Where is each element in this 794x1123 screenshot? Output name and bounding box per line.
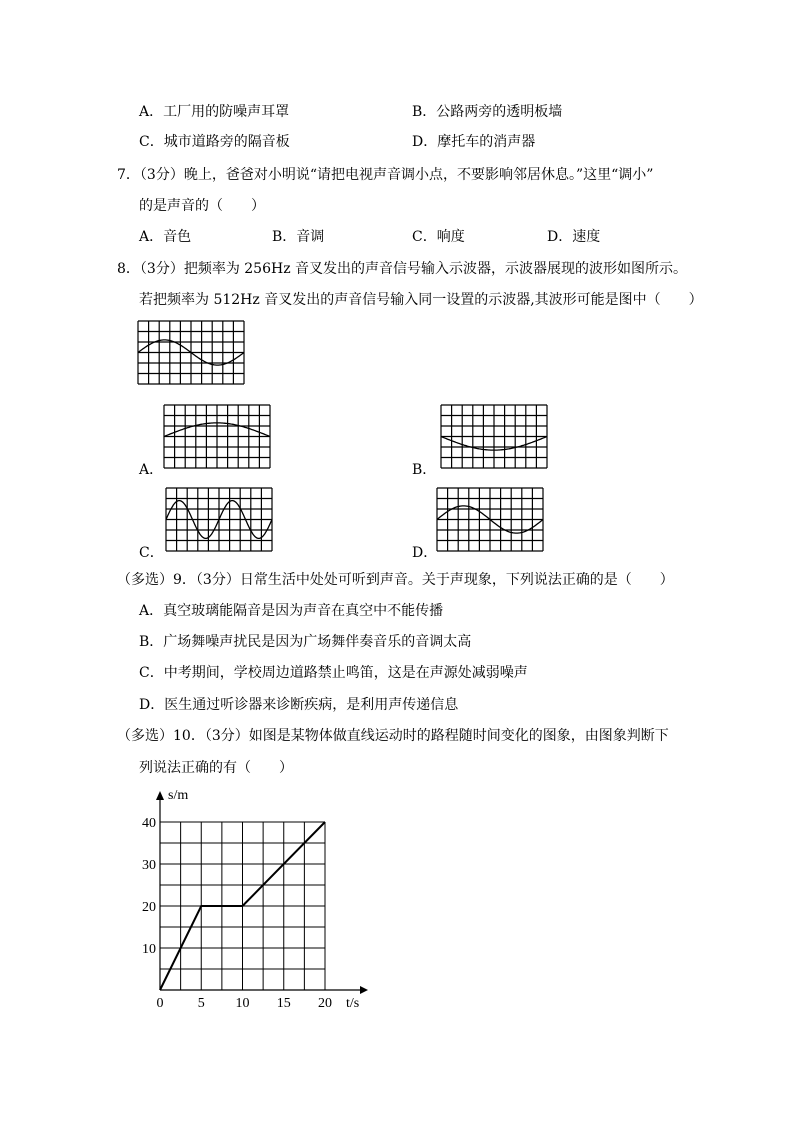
q7-option-c: C．响度 <box>412 229 465 245</box>
q10-stem: （多选）10．（3分）如图是某物体做直线运动时的路程随时间变化的图象，由图象判断下 <box>117 728 669 744</box>
x-axis-label: t/s <box>346 996 360 1011</box>
x-tick-label: 15 <box>276 996 291 1011</box>
q7-option-a: A．音色 <box>139 229 192 245</box>
q7-stem-cont: 的是声音的（ ） <box>139 198 265 214</box>
x-tick-label: 20 <box>318 996 332 1011</box>
x-tick-label: 10 <box>235 996 250 1011</box>
q6-option-d: D．摩托车的消声器 <box>412 134 536 150</box>
y-tick-label: 30 <box>142 858 156 873</box>
q8-stem: 8．（3分）把频率为 256Hz 音叉发出的声音信号输入示波器，示波器展现的波形如图所示。 <box>117 261 688 277</box>
q9-stem: （多选）9．（3分）日常生活中处处可听到声音。关于声现象，下列说法正确的是（ ） <box>117 572 674 588</box>
q7-option-d: D．速度 <box>547 229 601 245</box>
q9-option-d: D．医生通过听诊器来诊断疾病，是利用声传递信息 <box>139 697 459 713</box>
q8-option-b-label: B． <box>412 462 437 478</box>
q7-option-b: B．音调 <box>272 229 325 245</box>
q9-option-a: A．真空玻璃能隔音是因为声音在真空中不能传播 <box>139 603 444 619</box>
y-axis-label: s/m <box>168 788 189 803</box>
q9-option-b: B．广场舞噪声扰民是因为广场舞伴奏音乐的音调太高 <box>139 634 472 650</box>
q6-option-a: A．工厂用的防噪声耳罩 <box>139 104 290 120</box>
y-axis-arrow <box>156 791 164 800</box>
x-tick-label: 0 <box>156 996 164 1011</box>
q6-option-b: B．公路两旁的透明板墙 <box>412 104 563 120</box>
q8-option-d-label: D． <box>412 545 438 561</box>
q6-option-c: C．城市道路旁的隔音板 <box>139 134 290 150</box>
x-tick-label: 5 <box>197 996 205 1011</box>
y-tick-label: 20 <box>142 900 156 915</box>
y-tick-label: 40 <box>142 816 156 831</box>
q9-option-c: C．中考期间，学校周边道路禁止鸣笛，这是在声源处减弱噪声 <box>139 665 528 681</box>
q7-stem: 7．（3分）晚上，爸爸对小明说“请把电视声音调小点，不要影响邻居休息。”这里“调小” <box>117 167 654 183</box>
y-tick-label: 10 <box>142 942 156 957</box>
q8-stem-cont: 若把频率为 512Hz 音叉发出的声音信号输入同一设置的示波器,其波形可能是图中（ ） <box>139 292 703 308</box>
x-axis-arrow <box>360 986 368 994</box>
q8-option-c-label: C． <box>139 545 164 561</box>
q8-option-a-label: A． <box>139 462 164 478</box>
q10-stem-cont: 列说法正确的有（ ） <box>139 760 293 776</box>
